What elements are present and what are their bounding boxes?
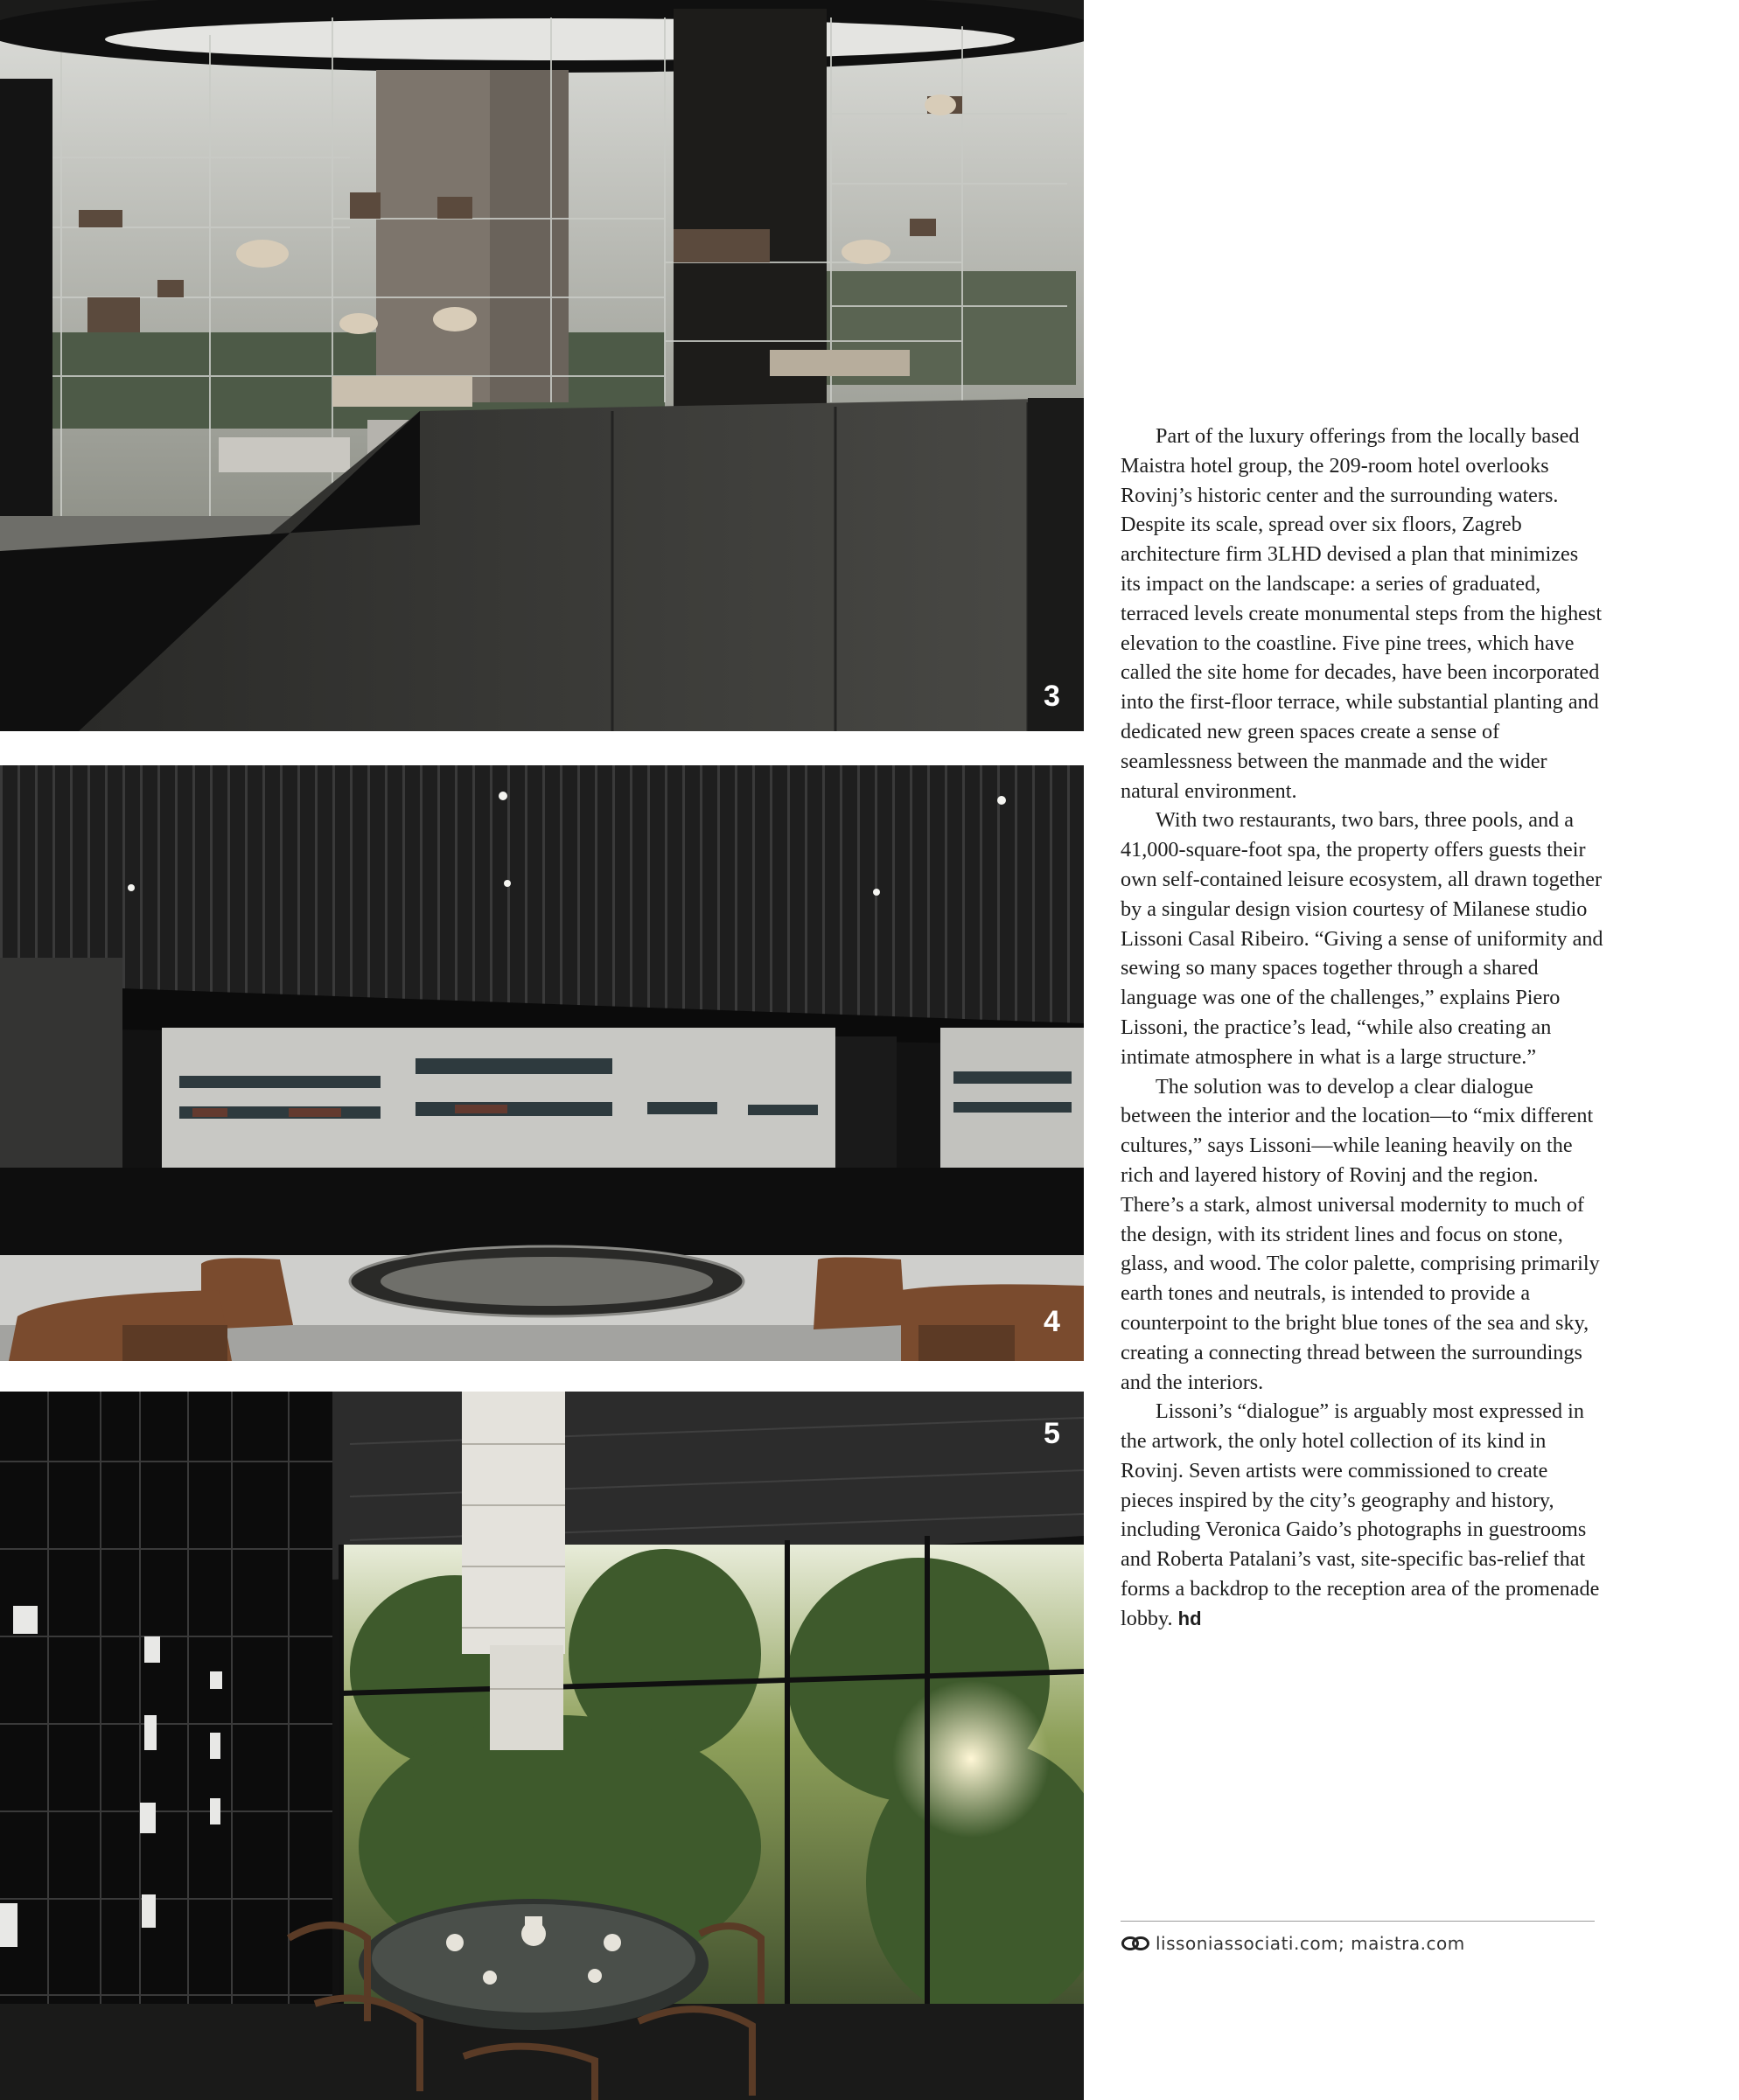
signoff-mark: hd xyxy=(1177,1607,1202,1629)
credits-divider xyxy=(1121,1921,1595,1922)
photo-dining-room xyxy=(0,1392,1084,2100)
article-paragraph: Part of the luxury offerings from the locally based Maistra hotel group, the 209-room hotel overlooks Rovinj’s historic center and the surrounding waters. Despite its scale, spread over six floors, Zagreb architecture firm 3LHD devised a plan that minimizes its impact on the landscape: a series of graduated, terraced levels create monumental steps from the highest elevation to the coastline. Five pine trees, which have called the site home for decades, have been incorporated into the first-floor terrace, while substantial planting and dedicated new green spaces create a sense of seamlessness between the manmade and the wider natural environment. xyxy=(1121,424,1603,803)
photo-number-5: 5 xyxy=(1044,1417,1060,1450)
photo-lounge-display xyxy=(0,0,1084,731)
credits-links[interactable]: lissoniassociati.com; maistra.com xyxy=(1156,1933,1465,1954)
article-body xyxy=(1121,422,1603,1634)
article-paragraph: The solution was to develop a clear dialogue between the interior and the location—to “mix different cultures,” says Lissoni—while leaning heavily on the rich and layered history of Rovinj and the region. There’s a stark, almost universal modernity to much of the design, with its strident lines and focus on stone, glass, and wood. The color palette, comprising primarily earth tones and neutrals, is intended to provide a counterpoint to the bright blue tones of the sea and sky, creating a connecting thread between the surroundings and the interiors. xyxy=(1121,1074,1600,1394)
link-icon xyxy=(1121,1935,1150,1952)
credits-line xyxy=(1121,1933,1465,1954)
photo-bar xyxy=(0,765,1084,1361)
photo-number-3: 3 xyxy=(1044,680,1060,713)
article-paragraph-text: Lissoni’s “dialogue” is arguably most expressed in the artwork, the only hotel collection of its kind in Rovinj. Seven artists were commissioned to create pieces inspired by the city’s geography and history, including Veronica Gaido’s photographs in guestrooms and Roberta Patalani’s vast, site-specific bas-relief that forms a backdrop to the reception area of the promenade lobby. xyxy=(1121,1399,1600,1630)
article-paragraph: With two restaurants, two bars, three pools, and a 41,000-square-foot spa, the property offers guests their own self-contained leisure ecosystem, all drawn together by a singular design vision courtesy of Milanese studio Lissoni Casal Ribeiro. “Giving a sense of uniformity and sewing so many spaces together through a shared language was one of the challenges,” explains Piero Lissoni, the practice’s lead, “while also creating an intimate atmosphere in what is a large structure.” xyxy=(1121,808,1603,1069)
article-paragraph-last xyxy=(1121,1397,1603,1633)
photo-number-4: 4 xyxy=(1044,1305,1060,1338)
